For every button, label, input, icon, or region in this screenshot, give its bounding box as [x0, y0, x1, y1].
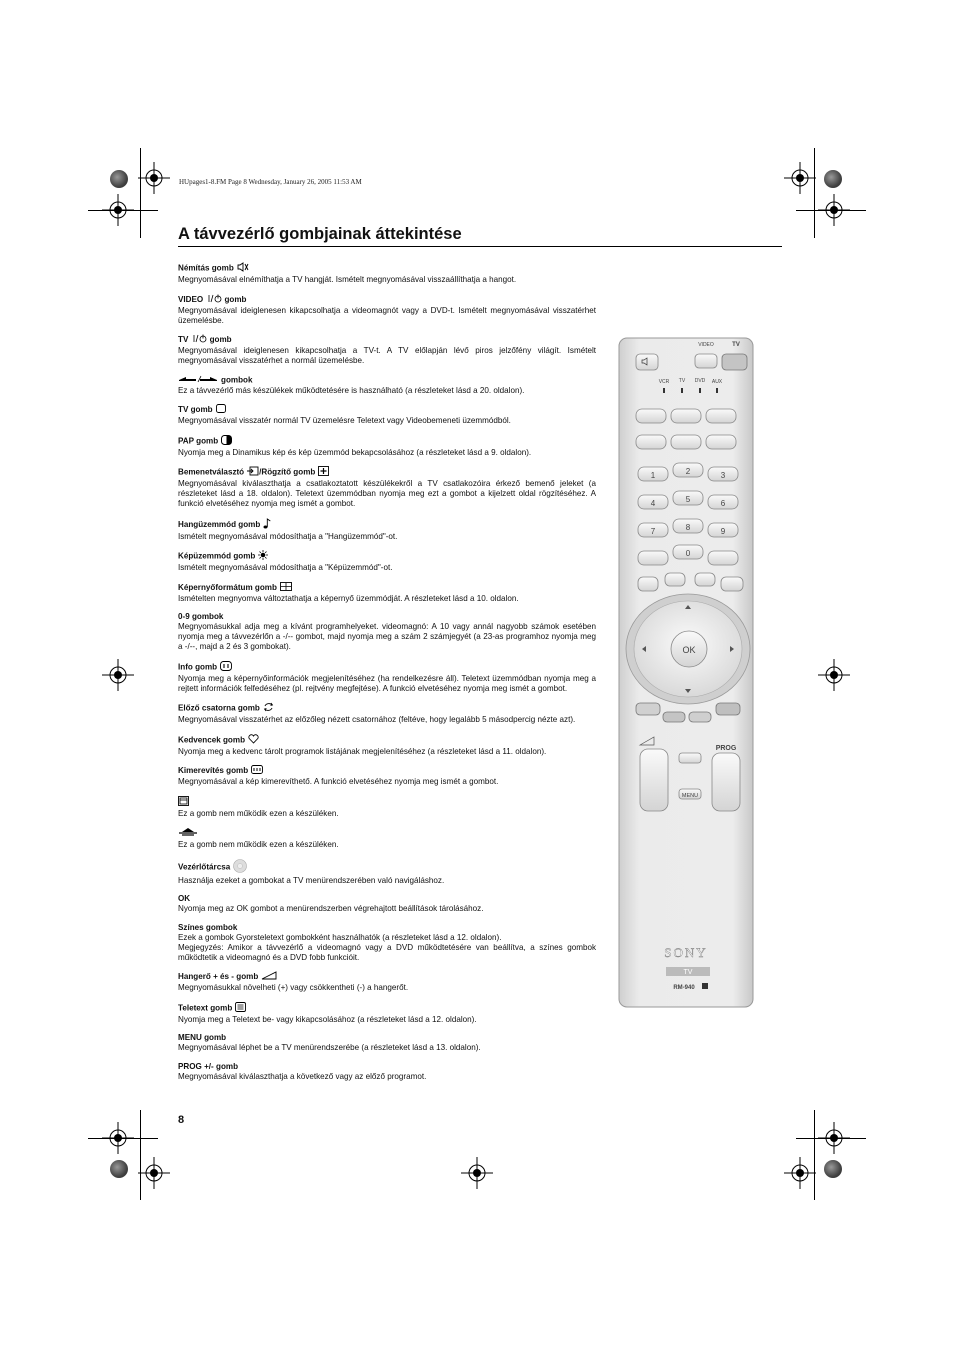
- mode-label-tv: TV: [678, 378, 686, 384]
- list-item: [178, 334, 596, 366]
- mute-icon: [237, 262, 249, 275]
- color-dot-icon: [110, 1160, 128, 1178]
- music-note-icon: [263, 518, 271, 532]
- color-dot-icon: [824, 170, 842, 188]
- volume-rocker[interactable]: [640, 749, 668, 811]
- entry-text: Nyomja meg a kedvenc tárolt programok listájának megjelenítéséhez (a részleteket lásd a 11. oldalon).: [178, 746, 547, 756]
- model-tv-label: TV: [683, 969, 693, 976]
- picture-mode-button[interactable]: [671, 435, 701, 449]
- entry-text: Ezek a gombok Gyorsteletext gombokként használhatók (a részleteket lásd a 12. oldalon).: [178, 932, 502, 942]
- entry-text: Ismételt megnyomásával módosíthatja a "Képüzemmód"-ot.: [178, 563, 393, 572]
- entry-text: Megnyomásával visszatér normál TV üzemelésre Teletext vagy Videobemeneti üzemmódból.: [178, 416, 511, 425]
- entry-title: MENU gomb: [178, 1033, 227, 1042]
- registration-mark-icon: [814, 190, 854, 230]
- list-item: [178, 375, 596, 396]
- entry-note: Megjegyzés: Amikor a távvezérlő a videomagnó vagy a DVD működtetésére van beállítva, a színes gombok működtetik a videomagnó és a DVD fobb funkcióit.: [178, 942, 596, 962]
- entry-text: Megnyomásukkal adja meg a kívánt programhelyeket. videomagnó: A 10 vagy annál nagyobb számok esetében nyomja meg a távvezérlőn a -/-- gombot, majd nyomja meg a szám 2 számjegyét (a 23-as programhoz nyomja meg a -/--, majd a 2 és 3 gombokat).: [178, 622, 596, 651]
- entry-title: Némítás gomb: [178, 263, 234, 273]
- prog-label: PROG: [715, 745, 737, 752]
- registration-mark-icon: [98, 655, 138, 695]
- input-select-icon: [247, 466, 259, 479]
- info-button[interactable]: [638, 551, 668, 565]
- entry-title: Képernyőformátum gomb: [178, 582, 277, 592]
- digit-label: 9: [720, 527, 726, 536]
- page-number: 8: [178, 1114, 185, 1126]
- entry-text: Nyomja meg a képernyőinformációk megjelenítéséhez (ha rendelkezésre áll). Teletext üzemmódban nyomja meg a rejtett információk felfedéséhez (pl. rejtvény megfejtése). A funkció elvetéséhez nyomja meg ismét a gombot.: [178, 673, 596, 693]
- entry-title: Képüzemmód gomb: [178, 551, 256, 561]
- registration-mark-icon: [134, 1153, 174, 1193]
- registration-mark-icon: [814, 1118, 854, 1158]
- freeze-button[interactable]: [665, 573, 685, 586]
- model-badge-icon: [702, 983, 708, 989]
- tv-screen-icon: [216, 404, 226, 416]
- entry-text: Megnyomásával visszatérhet az előzőleg nézett csatornához (feltéve, hogy legalább 5 másodpercig nézte azt).: [178, 715, 576, 724]
- list-item: [178, 262, 596, 285]
- pap-button[interactable]: [671, 409, 701, 423]
- video-label: VIDEO: [698, 342, 714, 348]
- list-item: [178, 702, 596, 725]
- list-item: [178, 971, 596, 993]
- registration-mark-icon: [98, 1118, 138, 1158]
- teletext-icon: [235, 1002, 246, 1015]
- guide-button[interactable]: [638, 577, 658, 591]
- digit-label: 2: [685, 467, 691, 476]
- red-button[interactable]: [636, 703, 660, 715]
- entry-title-suffix: /Rögzítő gomb: [259, 467, 316, 477]
- entry-text: Használja ezeket a gombokat a TV menürendszerében való navigáláshoz.: [178, 875, 445, 885]
- list-item: [178, 923, 596, 963]
- entry-title: TV gomb: [178, 405, 213, 415]
- menu-label: MENU: [681, 793, 699, 799]
- mode-label-aux: AUX: [711, 379, 723, 385]
- entry-title: PROG +/- gomb: [178, 1061, 239, 1071]
- hold-icon: [318, 466, 329, 479]
- teletext-button[interactable]: [679, 753, 701, 763]
- volume-icon: [261, 971, 277, 983]
- digit-label: 7: [650, 527, 656, 536]
- screen-format-icon: [280, 582, 292, 594]
- list-item: [178, 765, 596, 787]
- control-pad-icon: [233, 859, 247, 876]
- previous-channel-icon: [263, 702, 274, 715]
- video-power-button[interactable]: [695, 354, 717, 368]
- entry-title: OK: [178, 894, 191, 903]
- entry-text: Ez a gomb nem működik ezen a készüléken.: [178, 840, 339, 849]
- list-item: [178, 404, 596, 426]
- list-item: [178, 827, 596, 850]
- screen-format-button[interactable]: [706, 435, 736, 449]
- guide-icon: [178, 796, 189, 809]
- entry-text: Megnyomásával ideiglenesen kikapcsolhatja a videomagnót vagy a DVD-t. Ismételt megnyomásával visszatérhet üzemelésbe.: [178, 305, 596, 325]
- list-item: [178, 796, 596, 819]
- entry-title: Teletext gomb: [178, 1003, 233, 1013]
- entry-title: Info gomb: [178, 662, 218, 672]
- entry-title: Kedvencek gomb: [178, 735, 246, 745]
- registration-mark-icon: [814, 655, 854, 695]
- model-number: RM-940: [673, 985, 695, 991]
- power-toggle-icon: [191, 334, 207, 346]
- control-pad: [626, 594, 750, 704]
- info-icon: [220, 661, 232, 674]
- list-item: [178, 859, 596, 886]
- entry-text: Megnyomásával a kép kimerevíthető. A funkció elvetéséhez nyomja meg ismét a gombot.: [178, 777, 499, 786]
- yellow-button[interactable]: [689, 712, 711, 722]
- entry-text: Megnyomásával kiválaszthatja a csatlakoztatott készülékekről a TV csatlakozóira érkező bemenő jeleket (a részleteket lásd a 18. oldalon). Teletext üzemmódban nyomja meg ezt a gombot a kijelzett oldal rögzítéséhez. A funkció elvetéséhez nyomja meg ismét a gombot.: [178, 479, 596, 508]
- list-item: [178, 734, 596, 757]
- entry-title: gombok: [221, 375, 253, 385]
- remote-control-illustration: [618, 337, 754, 1008]
- entry-text: Megnyomásukkal növelheti (+) vagy csökkentheti (-) a hangerőt.: [178, 983, 409, 992]
- entry-title: VIDEO: [178, 294, 204, 304]
- green-button[interactable]: [663, 712, 685, 722]
- mode-label-vcr: VCR: [658, 379, 670, 385]
- mode-label-dvd: DVD: [694, 378, 706, 384]
- digit-label: 3: [720, 471, 726, 480]
- entry-text: Nyomja meg a Teletext be- vagy kikapcsolásához (a részleteket lásd a 12. oldalon).: [178, 1014, 477, 1024]
- registration-mark-icon: [98, 190, 138, 230]
- registration-mark-icon: [134, 158, 174, 198]
- color-dot-icon: [110, 170, 128, 188]
- entry-title-suffix: gomb: [209, 335, 232, 345]
- entry-title: 0-9 gombok: [178, 612, 224, 621]
- sound-mode-button[interactable]: [636, 435, 666, 449]
- list-item: [178, 435, 596, 458]
- entry-title: TV: [178, 335, 189, 345]
- tv-label: TV: [732, 342, 740, 348]
- entry-title: Bemenetválasztó: [178, 467, 245, 477]
- entry-title: Színes gombok: [178, 922, 238, 932]
- entry-title: Hangerő + és - gomb: [178, 972, 259, 982]
- pap-icon: [221, 435, 232, 448]
- entry-text: Ez a távvezérlő más készülékek működtetésére is használható (a részleteket lásd a 20. oldalon).: [178, 385, 525, 395]
- av-arrow-button[interactable]: [636, 409, 666, 423]
- entry-text: Megnyomásával kiválaszthatja a következő vagy az előző programot.: [178, 1071, 427, 1081]
- picture-mode-icon: [258, 550, 268, 563]
- registration-mark-icon: [780, 1153, 820, 1193]
- digit-label: 0: [685, 549, 691, 558]
- list-item: [178, 582, 596, 604]
- digit-label: 8: [685, 523, 691, 532]
- color-dot-icon: [824, 1160, 842, 1178]
- list-item: [178, 1062, 596, 1082]
- button-description-list: [178, 262, 596, 1090]
- list-item: [178, 894, 596, 914]
- mute-button[interactable]: [636, 354, 658, 370]
- list-item: [178, 661, 596, 694]
- entry-text: Megnyomásával ideiglenesen kikapcsolhatja a TV-t. A TV előlapján lévő piros jelzőfény világít. Ismételt megnyomásával visszatérhet a normál üzemelésbe.: [178, 346, 596, 365]
- list-item: [178, 1033, 596, 1053]
- title-rule: [178, 246, 782, 247]
- entry-title: Kimerevítés gomb: [178, 766, 249, 776]
- entry-title: PAP gomb: [178, 436, 219, 446]
- heart-icon: [248, 734, 259, 747]
- entry-text: Nyomja meg a Dinamikus kép és kép üzemmód bekapcsolásához (a részleteket lásd a 9. oldalon).: [178, 447, 532, 457]
- print-metadata: HUpages1-8.FM Page 8 Wednesday, January 26, 2005 11:53 AM: [179, 178, 362, 186]
- eject-icon: [178, 827, 198, 840]
- registration-mark-icon: [457, 1153, 497, 1193]
- arrows-icon: [178, 375, 218, 386]
- entry-title: Előző csatorna gomb: [178, 703, 260, 713]
- digit-label: 5: [685, 495, 691, 504]
- list-item: [178, 550, 596, 573]
- entry-text: Nyomja meg az OK gombot a menürendszerben végrehajtott beállítások tárolásához.: [178, 904, 484, 913]
- ok-label: OK: [682, 645, 696, 655]
- entry-text: Megnyomásával elnémíthatja a TV hangját. Ismételt megnyomásával visszaállíthatja a hangot.: [178, 275, 517, 284]
- input-select-button[interactable]: [706, 409, 736, 423]
- digit-label: 1: [650, 471, 656, 480]
- digit-label: 4: [650, 499, 656, 508]
- brand-logo: SONY: [664, 945, 708, 960]
- entry-text: Ismételt megnyomásával módosíthatja a "Hangüzemmód"-ot.: [178, 531, 398, 541]
- blue-button[interactable]: [716, 703, 740, 715]
- list-item: [178, 518, 596, 542]
- list-item: [178, 1002, 596, 1025]
- page-title: A távvezérlő gombjainak áttekintése: [178, 225, 462, 243]
- list-item: [178, 612, 596, 652]
- freeze-icon: [251, 765, 263, 777]
- favourites-button[interactable]: [695, 573, 715, 586]
- entry-title: Vezérlőtárcsa: [178, 862, 231, 872]
- entry-title: Hangüzemmód gomb: [178, 519, 261, 529]
- digit-label: 6: [720, 499, 726, 508]
- entry-text: Ismételten megnyomva változtathatja a képernyő üzemmódját. A részleteket lásd a 10. oldalon.: [178, 593, 519, 603]
- entry-title-suffix: gomb: [224, 294, 247, 304]
- list-item: [178, 466, 596, 509]
- tv-power-button[interactable]: [722, 354, 747, 370]
- previous-channel-button[interactable]: [708, 551, 738, 565]
- entry-text: Ez a gomb nem működik ezen a készüléken.: [178, 808, 339, 818]
- list-item: [178, 294, 596, 326]
- eject-button[interactable]: [721, 577, 743, 591]
- prog-rocker[interactable]: [712, 753, 740, 811]
- power-toggle-icon: [206, 294, 222, 306]
- entry-text: Megnyomásával léphet be a TV menürendszerébe (a részleteket lásd a 13. oldalon).: [178, 1043, 481, 1052]
